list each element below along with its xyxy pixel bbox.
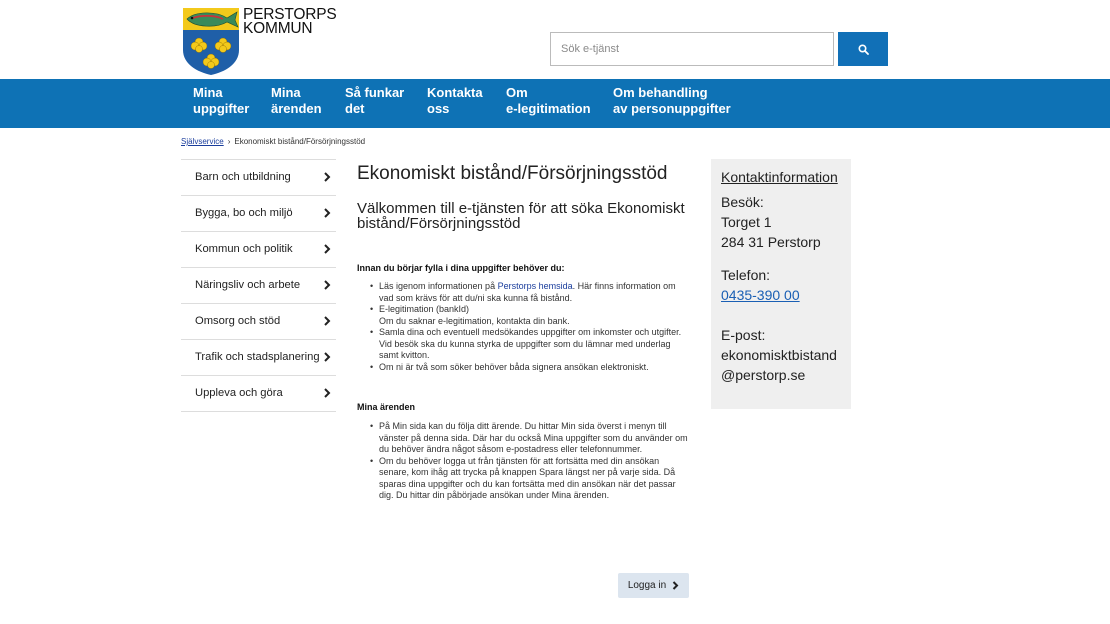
nav-item-kontakta-oss[interactable] [427,85,483,117]
sidebar-item-barn-och-utbildning[interactable] [181,160,336,196]
list-item-text: • E-legitimation (bankId) [379,304,470,314]
list-item-text: . Här finns information om vad som krävs för att du/ni ska kunna få bistånd. [379,281,676,303]
logo-line-1: PERSTORPS [243,6,337,23]
chevron-right-icon [322,207,332,219]
chevron-right-icon [322,315,332,327]
page-subtitle: Välkommen till e-tjänsten för att söka Ekonomiskt bistånd/Försörjningsstöd [357,200,685,232]
sidebar-item-label: Omsorg och stöd [195,315,281,327]
mina-arenden-list [379,421,689,502]
nav-item-line: Så funkar [345,85,405,100]
contact-info-box [711,159,851,409]
chevron-right-icon [322,351,332,363]
nav-item-line: Kontakta [427,85,483,100]
contact-phone [721,265,800,305]
nav-item-line: uppgifter [193,101,250,116]
list-item-text: På Min sida kan du följa ditt ärende. Du hittar Min sida överst i menyn till vänster på denna sida. Där har du också Mina uppgifter som du använder om du behöver ändra något såsom e-postadress eller telefonnummer. [379,421,688,454]
breadcrumb [181,137,365,146]
sidebar-item-label: Uppleva och göra [195,387,283,399]
section-heading-before-start: Innan du börjar fylla i dina uppgifter behöver du: [357,263,565,273]
breadcrumb-separator-icon: › [227,137,231,146]
before-start-list [379,281,689,373]
contact-title: Kontaktinformation [721,169,838,185]
municipality-logo[interactable] [181,6,241,76]
sidebar-item-uppleva-och-gora[interactable] [181,376,336,412]
breadcrumb-home-link[interactable]: Självservice [181,137,224,146]
nav-item-om-e-legitimation[interactable] [506,85,591,117]
chevron-right-icon [672,581,679,590]
search-icon [858,44,869,55]
nav-item-line: Om [506,85,528,100]
logo-line-2: KOMMUN [243,20,313,37]
nav-item-sa-funkar-det[interactable] [345,85,404,117]
section-heading-mina-arenden: Mina ärenden [357,402,416,412]
email-line-1: ekonomisktbistand [721,347,837,363]
login-button-label: Logga in [627,580,667,591]
email-label: E-post: [721,327,766,343]
login-button[interactable] [618,573,689,598]
sidebar-item-label: Barn och utbildning [195,171,291,183]
contact-email [721,325,837,385]
sidebar-item-bygga-bo-och-miljo[interactable] [181,196,336,232]
sidebar-item-omsorg-och-stod[interactable] [181,304,336,340]
breadcrumb-current: Ekonomiskt bistånd/Försörjningsstöd [234,137,366,146]
sidebar-item-label: Näringsliv och arbete [195,279,301,291]
list-item [379,327,689,362]
main-nav [0,79,1110,128]
nav-item-mina-uppgifter[interactable] [193,85,249,117]
list-item-text: Samla dina och eventuell medsökandes uppgifter om inkomster och utgifter. Vid besök ska du kunna styrka de uppgifter som du lämnar med underlag samt kvitton. [379,327,682,360]
coat-of-arms-icon [181,6,241,76]
nav-item-line: oss [427,101,450,116]
sidebar-item-trafik-och-stadsplanering[interactable] [181,340,336,376]
sidebar-item-naringsliv-och-arbete[interactable] [181,268,336,304]
sidebar-item-kommun-och-politik[interactable] [181,232,336,268]
list-item-text: Läs igenom informationen på [379,281,498,291]
email-line-2: @perstorp.se [721,367,806,383]
sidebar-item-label: Kommun och politik [195,243,293,255]
nav-item-line: ärenden [271,101,322,116]
nav-item-line: Om behandling [613,85,708,100]
list-item [379,456,689,502]
logo-text[interactable] [243,8,337,36]
visit-label: Besök: [721,194,764,210]
nav-item-line: Mina [271,85,301,100]
sidebar-item-label: Bygga, bo och miljö [195,207,293,219]
visit-city: 284 31 Perstorp [721,234,821,250]
list-item-text: Om ni är två som söker behöver båda signera ansökan elektroniskt. [379,361,649,372]
perstorps-hemsida-link[interactable]: Perstorps hemsida [497,281,573,291]
nav-item-line: e-legitimation [506,101,591,116]
search-button[interactable] [838,32,888,66]
list-item-text: Om du saknar e-legitimation, kontakta din bank. [379,315,570,326]
chevron-right-icon [322,387,332,399]
phone-link[interactable]: 0435-390 00 [721,287,800,303]
phone-label: Telefon: [721,267,771,283]
sidebar-item-label: Trafik och stadsplanering [195,351,320,363]
list-item-text: Om du behöver logga ut från tjänsten för att fortsätta med din ansökan senare, kom ihåg att trycka på knappen Spara längst ner på varje sida. Då sparas dina uppgifter och du kan fortsätta med din ansökan när det passar dig. Du hittar din påbörjade ansökan under Mina ärenden. [379,455,676,500]
list-item [379,421,689,456]
nav-item-line: av personuppgifter [613,101,731,116]
chevron-right-icon [322,279,332,291]
list-item [379,281,689,304]
search-input[interactable] [550,32,834,66]
nav-item-line: Mina [193,85,223,100]
nav-item-line: det [345,101,365,116]
chevron-right-icon [322,243,332,255]
chevron-right-icon [322,171,332,183]
list-item [379,362,689,374]
list-item [379,304,689,327]
sidebar [181,159,336,412]
nav-item-mina-arenden[interactable] [271,85,322,117]
nav-item-om-behandling[interactable] [613,85,731,117]
contact-visit [721,192,821,252]
page-title: Ekonomiskt bistånd/Försörjningsstöd [357,163,668,184]
visit-street: Torget 1 [721,214,772,230]
